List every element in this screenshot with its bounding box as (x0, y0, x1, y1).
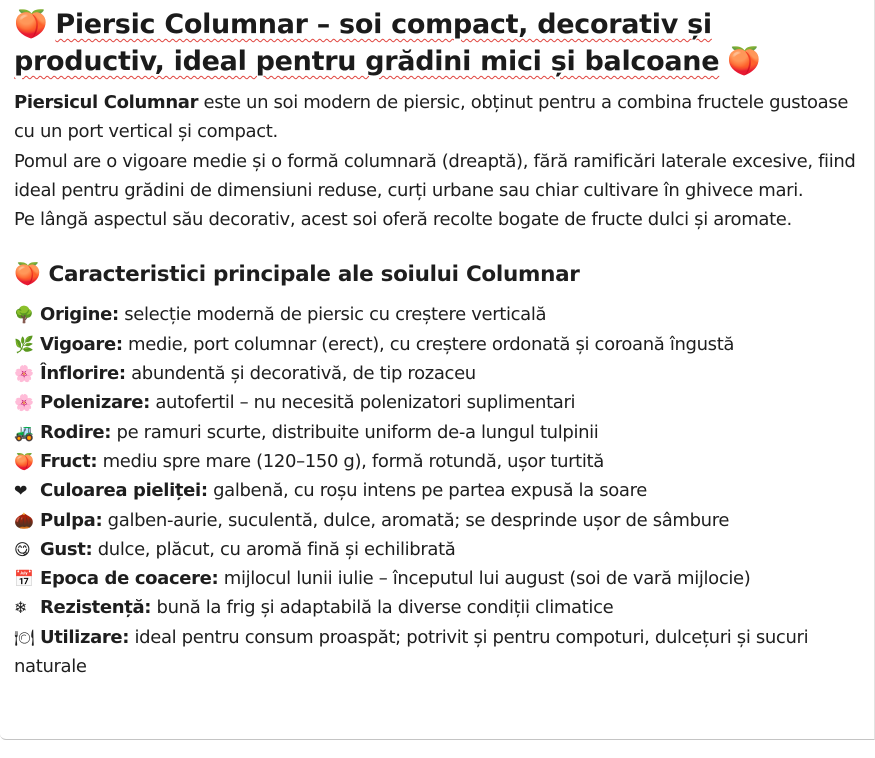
feature-item (14, 535, 864, 564)
feature-label: Vigoare: (40, 333, 123, 355)
features-list (14, 300, 864, 681)
plate-icon: 🍽 (14, 627, 34, 647)
feature-text: selecție modernă de piersic cu creștere verticală (118, 304, 547, 326)
feature-text: mijlocul lunii iulie – începutul lui august (soi de vară mijlocie) (218, 568, 751, 590)
heart-icon: ❤ (14, 481, 28, 501)
feature-text: mediu spre mare (120–150 g), formă rotundă, ușor turtită (97, 450, 604, 472)
blossom-icon: 🌸 (14, 393, 34, 413)
intro-bold-term: Piersicul Columnar (14, 92, 199, 113)
feature-text: galben-aurie, suculentă, dulce, aromată; se desprinde ușor de sâmbure (102, 509, 730, 531)
peach-icon: 🍑 (14, 451, 34, 471)
feature-text: ideal pentru consum proaspăt; potrivit și pentru compoturi, dulcețuri și sucuri naturale (14, 626, 809, 678)
peach-icon: 🍑 (727, 46, 761, 77)
feature-label: Fruct: (40, 450, 98, 472)
feature-item (14, 418, 864, 447)
feature-text: dulce, plăcut, cu aromă fină și echilibrată (92, 538, 456, 560)
herb-icon: 🌿 (14, 334, 34, 354)
feature-label: Înflorire: (40, 363, 126, 385)
feature-text: autofertil – nu necesită polenizatori suplimentari (149, 392, 576, 414)
intro-paragraphs (14, 88, 864, 234)
feature-text: pe ramuri scurte, distribuite uniform de-a lungul tulpinii (111, 421, 599, 443)
intro-paragraph-1 (14, 88, 864, 147)
feature-label: Rezistență: (40, 597, 152, 619)
feature-item (14, 447, 864, 476)
feature-label: Gust: (40, 538, 93, 560)
feature-item (14, 388, 864, 417)
title-text: Piersic Columnar – soi compact, decorativ și productiv, ideal pentru grădini mici și balcoane (14, 9, 720, 77)
section-heading-text: Caracteristici principale ale soiului Columnar (48, 262, 580, 288)
feature-item (14, 623, 864, 682)
acorn-icon: 🌰 (14, 510, 34, 530)
feature-text: galbenă, cu roșu intens pe partea expusă la soare (207, 480, 647, 502)
feature-item (14, 564, 864, 593)
feature-item (14, 593, 864, 622)
feature-label: Origine: (40, 304, 119, 326)
feature-text: medie, port columnar (erect), cu creștere ordonată și coroană îngustă (122, 333, 735, 355)
peach-icon: 🍑 (14, 262, 41, 288)
feature-label: Utilizare: (40, 626, 130, 648)
feature-label: Pulpa: (40, 509, 103, 531)
blossom-icon: 🌸 (14, 364, 34, 384)
feature-label: Rodire: (40, 421, 112, 443)
tractor-icon: 🚜 (14, 422, 34, 442)
peach-icon: 🍑 (14, 9, 48, 40)
calendar-icon: 📅 (14, 569, 34, 589)
page-title (14, 6, 864, 80)
feature-text: bună la frig și adaptabilă la diverse condiții climatice (151, 597, 614, 619)
intro-paragraph-2: Pomul are o vigoare medie și o formă columnară (dreaptă), fără ramificări laterale excesive, fiind ideal pentru grădini de dimensiuni reduse, curți urbane sau chiar cultivare în ghivece mari. (14, 150, 856, 201)
yum-face-icon: 😋 (14, 539, 31, 559)
intro-text: este un soi modern de piersic, obținut pentru a combina fructele gustoase cu un port vertical și compact. (14, 92, 849, 143)
section-heading (14, 260, 864, 290)
feature-item (14, 330, 864, 359)
intro-paragraph-3: Pe lângă aspectul său decorativ, acest soi oferă recolte bogate de fructe dulci și aromate. (14, 209, 792, 231)
feature-item (14, 476, 864, 505)
feature-item (14, 359, 864, 388)
feature-item (14, 300, 864, 329)
snowflake-icon: ❄ (14, 598, 28, 618)
feature-label: Polenizare: (40, 392, 150, 414)
tree-icon: 🌳 (14, 305, 34, 325)
feature-text: abundentă și decorativă, de tip rozaceu (125, 363, 476, 385)
feature-label: Culoarea pieliței: (40, 480, 208, 502)
feature-item (14, 506, 864, 535)
feature-label: Epoca de coacere: (40, 568, 219, 590)
